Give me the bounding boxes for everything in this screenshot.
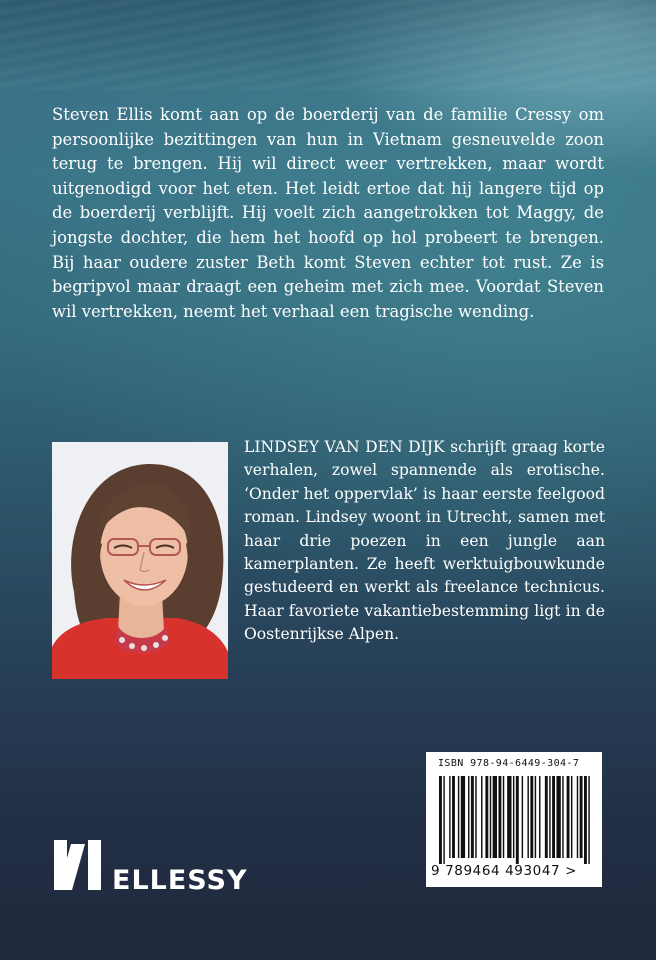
publisher-name: ELLESSY bbox=[112, 865, 248, 896]
barcode-bars bbox=[439, 776, 591, 864]
publisher-logo bbox=[52, 834, 248, 894]
water-surface-texture bbox=[0, 0, 656, 90]
isbn-label: ISBN 978-94-6449-304-7 bbox=[438, 758, 580, 769]
author-bio bbox=[244, 436, 605, 647]
author-bio-text: schrijft graag korte verhalen, zowel spannende als erotische. ‘Onder het oppervlak’ is haar eerste feelgood roman. Lindsey woont in Utrecht, samen met haar drie poezen in een jungle aan kamerplanten. Ze heeft werktuigbouwkunde gestudeerd en werkt als freelance technicus. Haar favoriete vakantiebestemming ligt in de Oostenrijkse Alpen. bbox=[244, 438, 605, 644]
back-cover-blurb: Steven Ellis komt aan op de boerderij van de familie Cressy om persoonlijke bezittingen van hun in Vietnam gesneuvelde zoon terug te brengen. Hij wil direct weer vertrekken, maar wordt uitgenodigd voor het eten. Het leidt ertoe dat hij langere tijd op de boerderij verblijft. Hij voelt zich aangetrokken tot Maggy, de jongste dochter, die hem het hoofd op hol probeert te brengen. Bij haar oudere zuster Beth komt Steven echter tot rust. Ze is begripvol maar draagt een geheim met zich mee. Voordat Steven wil vertrekken, neemt het verhaal een tragische wending. bbox=[52, 105, 604, 321]
isbn-digits: 9 789464 493047 > bbox=[431, 863, 578, 879]
publisher-mark-icon bbox=[52, 836, 110, 894]
isbn-barcode bbox=[426, 752, 602, 887]
author-photo bbox=[52, 442, 228, 679]
author-name: LINDSEY VAN DEN DIJK bbox=[244, 438, 445, 456]
